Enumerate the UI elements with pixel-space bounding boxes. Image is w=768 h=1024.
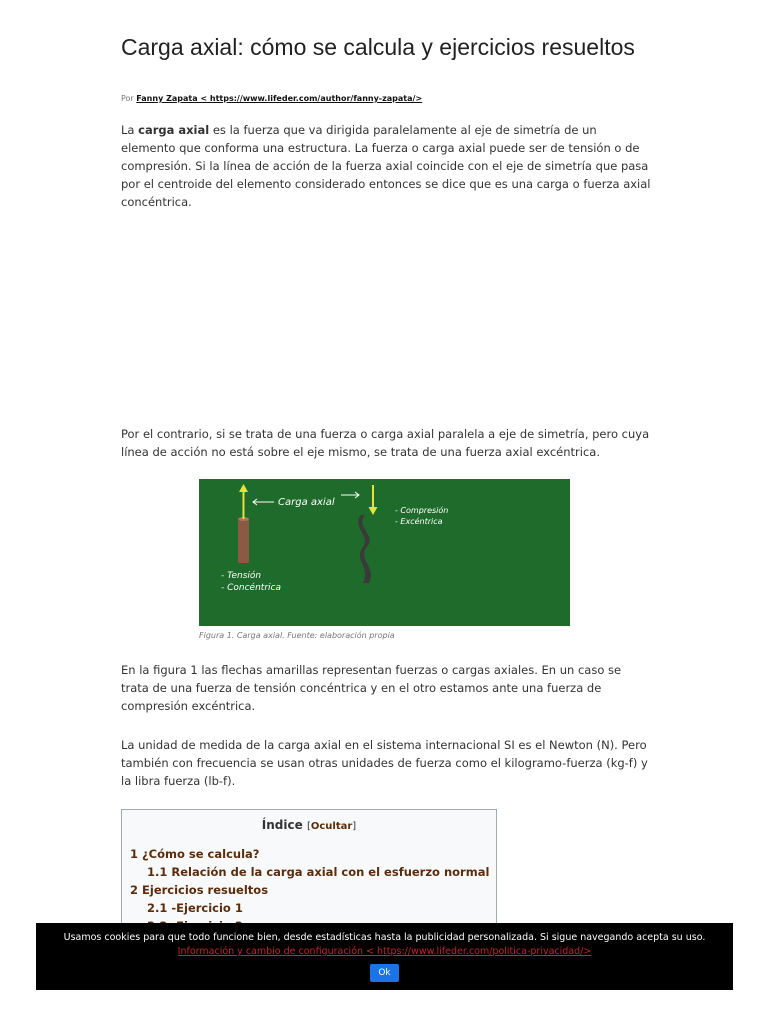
- intro-text-start: La: [121, 123, 139, 137]
- label-compresion: - Compresión: [395, 506, 449, 515]
- toc-item-label: Ejercicios resueltos: [142, 883, 269, 897]
- intro-text-rest: es la fuerza que va dirigida paralelamente al eje de simetría de un elemento que conforma una estructura. La fuerza o carga axial puede ser de tensión o de compresión. Si la línea de acción de la fuerza axial coincide con el eje de simetría que pasa por el centroide del elemento considerado entonces se dice que es una carga o fuerza axial concéntrica.: [121, 123, 651, 209]
- figure-illustration: [199, 479, 570, 626]
- page-title: Carga axial: cómo se calcula y ejercicios resueltos: [121, 34, 635, 60]
- eccentric-rod: [358, 515, 371, 583]
- toc-item-number: 2: [130, 883, 139, 897]
- figure-axial-load: [199, 479, 570, 626]
- byline: [121, 94, 422, 103]
- toc-item-number: 1: [130, 847, 139, 861]
- toc-item-number: 1.1: [147, 865, 168, 879]
- toc-bracket-open: [: [306, 821, 311, 832]
- author-link[interactable]: Fanny Zapata < https://www.lifeder.com/author/fanny-zapata/>: [136, 94, 423, 103]
- compression-arrow-head: [369, 507, 378, 515]
- tension-arrow-head: [239, 484, 248, 492]
- toc-item-number: 2.1: [147, 901, 168, 915]
- cookie-ok-button[interactable]: Ok: [370, 964, 399, 982]
- cookie-settings-link[interactable]: Información y cambio de configuración < https://www.lifeder.com/politica-privacidad/>: [177, 946, 592, 957]
- byline-prefix: Por: [121, 94, 134, 103]
- label-carga-axial: Carga axial: [278, 497, 335, 508]
- toc-title: Índice: [261, 818, 303, 832]
- toc-item-label: ¿Cómo se calcula?: [142, 847, 260, 861]
- label-excentrica: - Excéntrica: [395, 517, 443, 526]
- cookie-banner: [36, 923, 733, 990]
- toc-item-2[interactable]: [130, 883, 268, 897]
- toc-item-label: Relación de la carga axial con el esfuerzo normal: [171, 865, 490, 879]
- label-tension: - Tensión: [221, 571, 262, 581]
- paragraph-units: La unidad de medida de la carga axial en el sistema internacional SI es el Newton (N). Pero también con frecuencia se usan otras unidades de fuerza como el kilogramo-fuerza (kg-f) y la libra fuerza (lb-f).: [121, 738, 648, 788]
- paragraph-figure-explanation: En la figura 1 las flechas amarillas representan fuerzas o cargas axiales. En un caso se trata de una fuerza de tensión concéntrica y en el otro estamos ante una fuerza de compresión excéntrica.: [121, 663, 622, 713]
- concentric-rod: [238, 519, 249, 563]
- paragraph-intro: [121, 121, 651, 211]
- toc-bracket-close: ]: [352, 821, 357, 832]
- cookie-message: Usamos cookies para que todo funcione bien, desde estadísticas hasta la publicidad personalizada. Si sigue navegando acepta su uso.: [63, 932, 706, 943]
- intro-bold-term: carga axial: [138, 123, 210, 137]
- label-concentrica: - Concéntrica: [221, 583, 281, 593]
- figure-caption: Figura 1. Carga axial. Fuente: elaboración propia: [199, 631, 395, 640]
- paragraph-eccentric: Por el contrario, si se trata de una fuerza o carga axial paralela a eje de simetría, pero cuya línea de acción no está sobre el eje mismo, se trata de una fuerza axial excéntrica.: [121, 427, 650, 459]
- toc-item-1[interactable]: [130, 847, 259, 861]
- toc-toggle-link[interactable]: Ocultar: [310, 821, 353, 832]
- toc-header: [122, 818, 496, 832]
- toc-item-2-1[interactable]: [147, 901, 243, 915]
- toc-item-label: -Ejercicio 1: [171, 901, 243, 915]
- toc-item-1-1[interactable]: [147, 865, 489, 879]
